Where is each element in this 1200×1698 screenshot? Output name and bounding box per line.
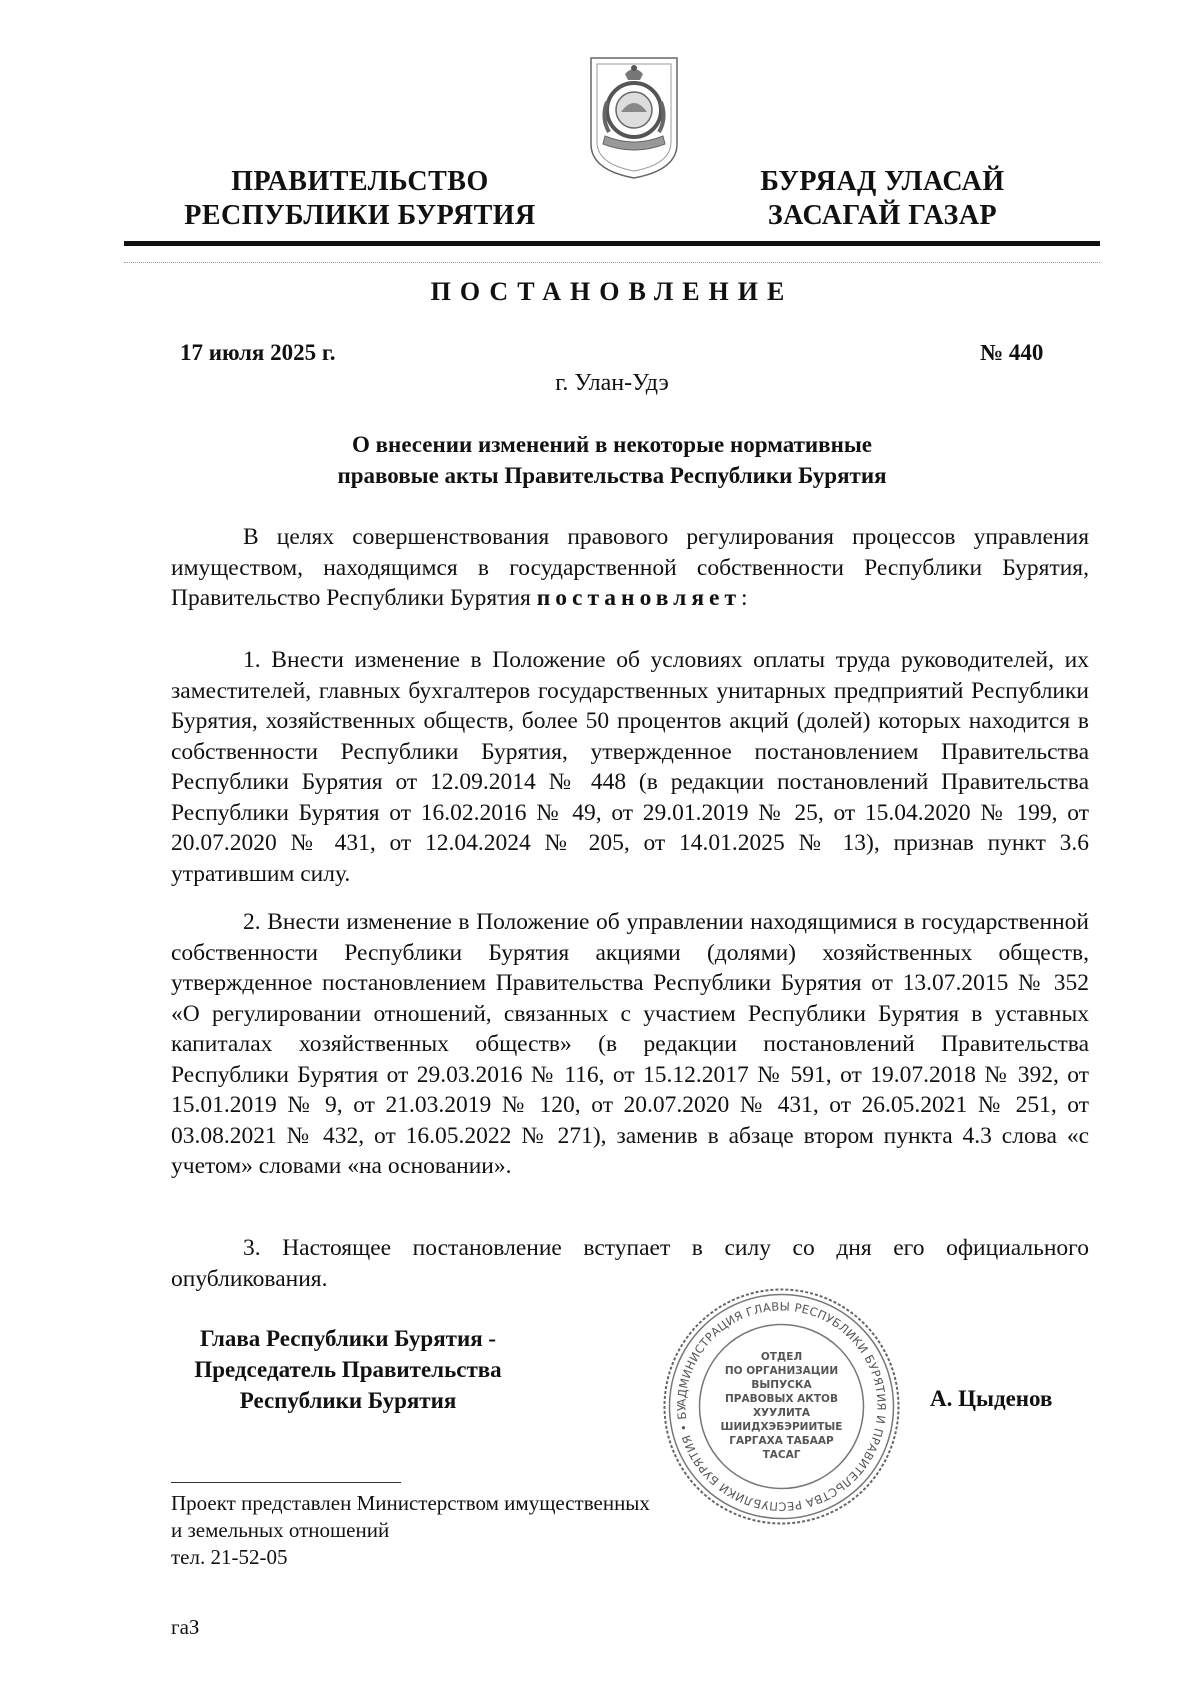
document-date: 17 июля 2025 г. <box>180 340 336 365</box>
document-title <box>124 429 1100 491</box>
organization-name-buryat <box>730 165 1035 233</box>
coat-of-arms-emblem <box>585 52 683 182</box>
footer-note-line-1: Проект представлен Министерством имущественных <box>171 1491 650 1515</box>
preamble-emphasis: постановляет <box>536 585 742 611</box>
document-number: № 440 <box>980 340 1044 365</box>
signatory-line-1: Глава Республики Бурятия - <box>199 1326 497 1351</box>
item-2-paragraph: 2. Внести изменение в Положение об управлении находящимися в государственной собственности Республики Бурятия акциями (долями) хозяйственных обществ, утвержденное постановлением Правительства Республики Бурятия от 13.07.2015 № 352 «О регулировании отношений, связанных с участием Республики Бурятия в уставных капиталах хозяйственных обществ» (в редакции постановлений Правительства Республики Бурятия от 29.03.2016 № 116, от 15.12.2017 № 591, от 19.07.2018 № 392, от 15.01.2019 № 9, от 21.03.2019 № 120, от 20.07.2020 № 431, от 26.05.2021 № 251, от 03.08.2021 № 432, от 16.05.2022 № 271), заменив в абзаце втором пункта 4.3 слова «с учетом» словами «на основании». <box>171 909 1089 1179</box>
header-divider <box>124 241 1100 246</box>
signatory-name: А. Цыденов <box>930 1386 1053 1411</box>
document-type: ПОСТАНОВЛЕНИЕ <box>430 277 794 306</box>
preamble-paragraph <box>171 522 1089 614</box>
preamble-text: В целях совершенствования правового регулирования процессов управления имуществом, находящимся в государственной собственности Республики Бурятия, Правительство Республики Бурятия <box>171 524 1089 611</box>
title-line-2: правовые акты Правительства Республики Бурятия <box>337 463 887 488</box>
document-city: г. Улан-Удэ <box>555 370 669 396</box>
seal-line-7: ГАРГАХА ТАБААР <box>729 1435 834 1447</box>
org-left-line-1: ПРАВИТЕЛЬСТВО <box>231 166 489 197</box>
footer-note <box>171 1490 650 1571</box>
seal-line-2: ПО ОРГАНИЗАЦИИ <box>724 1365 839 1377</box>
signatory-line-2: Председатель Правительства <box>194 1357 502 1382</box>
seal-line-8: ТАСАГ <box>762 1449 801 1461</box>
header-divider-thin <box>124 262 1100 263</box>
org-right-line-2: ЗАСАГАЙ ГАЗАР <box>767 200 998 231</box>
seal-ring-text: АДМИНИСТРАЦИЯ ГЛАВЫ РЕСПУБЛИКИ БУРЯТИЯ И ПРАВИТЕЛЬСТВА РЕСПУБЛИКИ БУРЯТИЯ • БУ <box>674 1299 889 1514</box>
org-right-line-1: БУРЯАД УЛАСАЙ <box>760 166 1005 197</box>
document-code: гаЗ <box>171 1615 200 1639</box>
seal-line-6: ШИИДХЭБЭРИИТЫЕ <box>720 1421 843 1433</box>
seal-line-5: ХУУЛИТА <box>752 1407 811 1419</box>
seal-line-4: ПРАВОВЫХ АКТОВ <box>725 1393 838 1405</box>
signatory-position <box>168 1323 528 1416</box>
seal-line-3: ВЫПУСКА <box>751 1379 812 1391</box>
footer-note-line-2: и земельных отношений <box>171 1518 390 1542</box>
preamble-end: : <box>741 585 748 611</box>
organization-name-russian <box>180 165 540 233</box>
signatory-line-3: Республики Бурятия <box>239 1388 457 1413</box>
item-1-paragraph: 1. Внести изменение в Положение об условиях оплаты труда руководителей, их заместителей, главных бухгалтеров государственных унитарных предприятий Республики Бурятия, хозяйственных обществ, более 50 процентов акций (долей) которых находится в собственности Республики Бурятия, утвержденное постановлением Правительства Республики Бурятия от 12.09.2014 № 448 (в редакции постановлений Правительства Республики Бурятия от 16.02.2016 № 49, от 29.01.2019 № 25, от 15.04.2020 № 199, от 20.07.2020 № 431, от 12.04.2024 № 205, от 14.01.2025 № 13), признав пункт 3.6 утратившим силу. <box>171 647 1089 887</box>
seal-line-1: ОТДЕЛ <box>760 1351 803 1363</box>
title-line-1: О внесении изменений в некоторые нормативные <box>352 432 872 457</box>
footer-divider <box>171 1482 401 1483</box>
item-3-paragraph: 3. Настоящее постановление вступает в силу со дня его официального опубликования. <box>171 1235 1089 1292</box>
org-left-line-2: РЕСПУБЛИКИ БУРЯТИЯ <box>184 200 536 231</box>
footer-phone: тел. 21-52-05 <box>171 1545 288 1569</box>
official-seal <box>660 1285 903 1528</box>
